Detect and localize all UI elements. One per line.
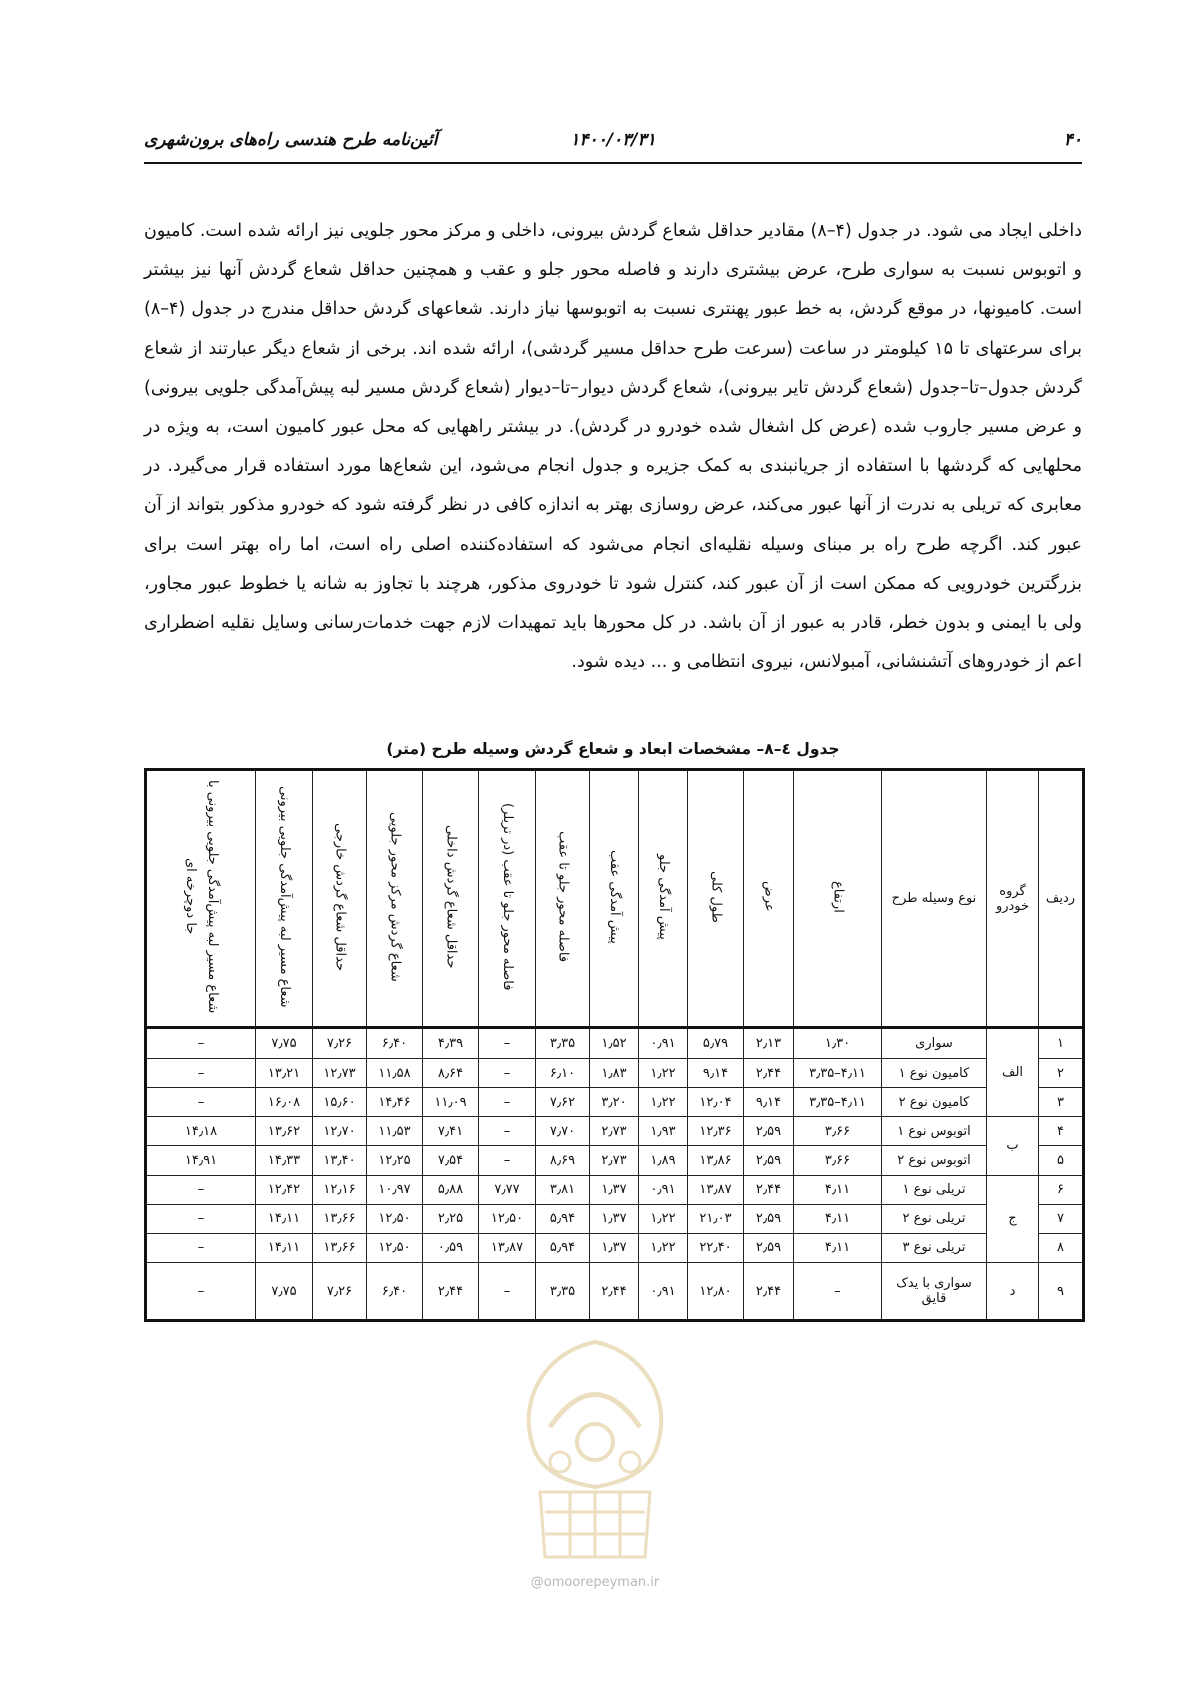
cell-value: ۶٫۱۰ bbox=[536, 1058, 590, 1087]
cell-value: ۱۴٫۱۱ bbox=[256, 1233, 313, 1262]
cell-value: ۷٫۲۶ bbox=[313, 1263, 367, 1321]
cell-index: ۵ bbox=[1039, 1146, 1084, 1175]
omoor-peyman-seal-icon bbox=[495, 1322, 695, 1562]
table-row bbox=[146, 1028, 1084, 1059]
table-row bbox=[146, 1146, 1084, 1175]
cell-value: ۲٫۴۴ bbox=[744, 1263, 794, 1321]
cell-value: ۱۲٫۸۰ bbox=[688, 1263, 744, 1321]
cell-value: ۱۳٫۴۰ bbox=[313, 1146, 367, 1175]
cell-value: ۲٫۵۹ bbox=[744, 1117, 794, 1146]
cell-value: ۷٫۵۴ bbox=[423, 1146, 479, 1175]
cell-value: ۴٫۱۱–۳٫۳۵ bbox=[794, 1058, 882, 1087]
cell-value: ۳٫۳۵ bbox=[536, 1028, 590, 1059]
vehicle-spec-table bbox=[144, 768, 1085, 1322]
cell-vehicle-type: تریلی نوع ۳ bbox=[882, 1233, 987, 1262]
table-row bbox=[146, 1263, 1084, 1321]
th-row: ردیف bbox=[1039, 770, 1084, 1028]
cell-value: – bbox=[146, 1263, 256, 1321]
th-height: ارتفاع bbox=[830, 880, 846, 913]
body-paragraph: داخلی ایجاد می شود. در جدول (۴–۸) مقادیر حداقل شعاع گردش بیرونی، داخلی و مرکز محور جلویی نیز ارائه شده است. کامیون و اتوبوس نسبت به سواری طرح، عرض بیشتری دارند و فاصله محور جلو و عقب و همچنین حداقل شعاع گردش آنها نیز بیشتر است. کامیونها، در موقع گردش، به خط عبور پهنتری نسبت به اتوبوسها نیاز دارند. شعاعهای گردش حداقل مندرج در جدول (۴–۸) برای سرعتهای تا ۱۵ کیلومتر در ساعت (سرعت طرح حداقل مسیر گردشی)، ارائه شده اند. برخی از شعاع دیگر عبارتند از شعاع گردش جدول–تا–جدول (شعاع گردش تایر بیرونی)، شعاع گردش دیوار–تا–دیوار (شعاع گردش مسیر لبه پیش‌آمدگی جلویی بیرونی) و عرض مسیر جاروب شده (عرض کل اشغال شده خودرو در گردش). در بیشتر راههایی که محل عبور کامیون است، به ویژه در محلهایی که گردشها با استفاده از جریانبندی به کمک جزیره و جدول انجام می‌شود، این شعاع‌ها مورد استفاده قرار می‌گیرد. در معابری که تریلی به ندرت از آنها عبور می‌کند، عرض روسازی بهتر به اندازه کافی در نظر گرفته شود که خودرو مذکور بتواند از آن عبور کند. اگرچه طرح راه بر مبنای وسیله نقلیه‌ای انجام می‌شود که استفاده‌کننده اصلی راه است، اما راه بهتر است برای بزرگترین خودرویی که ممکن است از آن عبور کند، کنترل شود تا خودروی مذکور، هرچند با تجاوز به شانه یا خطوط عبور مجاور، ولی با ایمنی و بدون خطر، قادر به عبور از آن باشد. در کل محورها باید تمهیدات لازم جهت خدمات‌رسانی وسایل نقلیه اضطراری اعم از خودروهای آتشنشانی، آمبولانس، نیروی انتظامی و ... دیده شود. bbox=[144, 221, 1082, 673]
cell-value: ۷٫۴۱ bbox=[423, 1117, 479, 1146]
cell-value: – bbox=[479, 1146, 536, 1175]
cell-value: ۱۱٫۰۹ bbox=[423, 1088, 479, 1117]
cell-value: ۱۲٫۵۰ bbox=[479, 1204, 536, 1233]
cell-value: ۱۲٫۷۰ bbox=[313, 1117, 367, 1146]
cell-value: ۳٫۳۵ bbox=[536, 1263, 590, 1321]
cell-value: ۴٫۳۹ bbox=[423, 1028, 479, 1059]
page-header bbox=[144, 128, 1082, 164]
cell-index: ۱ bbox=[1039, 1028, 1084, 1059]
cell-value: ۳٫۲۰ bbox=[590, 1088, 639, 1117]
cell-value: ۲۱٫۰۳ bbox=[688, 1204, 744, 1233]
cell-value: ۶٫۴۰ bbox=[367, 1028, 423, 1059]
cell-value: ۲٫۷۳ bbox=[590, 1117, 639, 1146]
cell-value: ۱۴٫۱۱ bbox=[256, 1204, 313, 1233]
table-row bbox=[146, 1204, 1084, 1233]
cell-value: – bbox=[479, 1028, 536, 1059]
cell-value: – bbox=[146, 1088, 256, 1117]
cell-value: ۷٫۲۶ bbox=[313, 1028, 367, 1059]
cell-group: د bbox=[987, 1263, 1039, 1321]
cell-value: ۲۲٫۴۰ bbox=[688, 1233, 744, 1262]
cell-value: ۲٫۴۴ bbox=[423, 1263, 479, 1321]
cell-value: – bbox=[479, 1263, 536, 1321]
cell-value: ۱٫۳۷ bbox=[590, 1204, 639, 1233]
cell-value: ۹٫۱۴ bbox=[744, 1088, 794, 1117]
cell-value: ۱٫۹۳ bbox=[639, 1117, 688, 1146]
cell-value: ۲٫۲۵ bbox=[423, 1204, 479, 1233]
cell-value: ۱٫۳۰ bbox=[794, 1028, 882, 1059]
cell-group: الف bbox=[987, 1028, 1039, 1117]
th-width: عرض bbox=[761, 881, 777, 912]
th-length: طول کلی bbox=[708, 870, 724, 923]
cell-value: ۱۲٫۴۲ bbox=[256, 1175, 313, 1204]
cell-vehicle-type: تریلی نوع ۱ bbox=[882, 1175, 987, 1204]
table-row bbox=[146, 1088, 1084, 1117]
cell-index: ۲ bbox=[1039, 1058, 1084, 1087]
cell-value: ۲٫۴۴ bbox=[744, 1058, 794, 1087]
cell-value: ۱۳٫۶۲ bbox=[256, 1117, 313, 1146]
cell-vehicle-type: کامیون نوع ۱ bbox=[882, 1058, 987, 1087]
th-group: گروه خودرو bbox=[987, 770, 1039, 1028]
th-trailer-wheelbase: فاصله محور جلو تا عقب (در تریلر) bbox=[500, 802, 515, 991]
cell-value: ۲٫۵۹ bbox=[744, 1146, 794, 1175]
table-row bbox=[146, 1175, 1084, 1204]
cell-value: ۷٫۶۲ bbox=[536, 1088, 590, 1117]
cell-value: ۱۴٫۴۶ bbox=[367, 1088, 423, 1117]
cell-value: ۱۴٫۳۳ bbox=[256, 1146, 313, 1175]
cell-value: ۵٫۷۹ bbox=[688, 1028, 744, 1059]
th-rear-overhang: پیش آمدگی عقب bbox=[607, 849, 622, 944]
th-min-outer-radius: حداقل شعاع گردش خارجی bbox=[332, 822, 348, 971]
cell-value: ۰٫۹۱ bbox=[639, 1028, 688, 1059]
cell-value: ۱۳٫۶۶ bbox=[313, 1204, 367, 1233]
cell-value: ۰٫۹۱ bbox=[639, 1175, 688, 1204]
cell-value: ۰٫۵۹ bbox=[423, 1233, 479, 1262]
cell-vehicle-type: اتوبوس نوع ۲ bbox=[882, 1146, 987, 1175]
cell-value: – bbox=[146, 1028, 256, 1059]
cell-value: ۱۲٫۰۴ bbox=[688, 1088, 744, 1117]
cell-value: ۱٫۲۲ bbox=[639, 1088, 688, 1117]
cell-value: ۱۰٫۹۷ bbox=[367, 1175, 423, 1204]
th-overhang-radius: شعاع مسیر لبه پیش‌آمدگی جلویی بیرونی bbox=[277, 785, 292, 1008]
cell-value: – bbox=[479, 1088, 536, 1117]
cell-value: ۰٫۹۱ bbox=[639, 1263, 688, 1321]
cell-value: ۱٫۲۲ bbox=[639, 1233, 688, 1262]
cell-group: ج bbox=[987, 1175, 1039, 1262]
cell-value: ۲٫۱۳ bbox=[744, 1028, 794, 1059]
header-date: ۱۴۰۰/۰۳/۳۱ bbox=[570, 130, 656, 150]
table-row bbox=[146, 1233, 1084, 1262]
cell-index: ۴ bbox=[1039, 1117, 1084, 1146]
cell-value: ۱٫۸۳ bbox=[590, 1058, 639, 1087]
th-wheelbase: فاصله محور جلو تا عقب bbox=[555, 830, 571, 963]
cell-value: ۳٫۶۶ bbox=[794, 1146, 882, 1175]
cell-value: – bbox=[794, 1263, 882, 1321]
cell-value: ۱۳٫۲۱ bbox=[256, 1058, 313, 1087]
cell-value: ۷٫۷۷ bbox=[479, 1175, 536, 1204]
th-front-overhang: پیش آمدگی جلو bbox=[656, 853, 671, 940]
cell-value: ۱۳٫۸۶ bbox=[688, 1146, 744, 1175]
cell-value: – bbox=[146, 1175, 256, 1204]
cell-value: ۱٫۳۷ bbox=[590, 1175, 639, 1204]
cell-value: ۲٫۵۹ bbox=[744, 1233, 794, 1262]
cell-index: ۹ bbox=[1039, 1263, 1084, 1321]
table-row bbox=[146, 1117, 1084, 1146]
cell-value: ۸٫۶۴ bbox=[423, 1058, 479, 1087]
cell-value: ۷٫۷۵ bbox=[256, 1263, 313, 1321]
cell-value: ۳٫۶۶ bbox=[794, 1117, 882, 1146]
cell-value: – bbox=[146, 1058, 256, 1087]
cell-value: ۶٫۴۰ bbox=[367, 1263, 423, 1321]
th-min-inner-radius: حداقل شعاع گردش داخلی bbox=[443, 824, 459, 969]
cell-index: ۳ bbox=[1039, 1088, 1084, 1117]
cell-value: ۲٫۷۳ bbox=[590, 1146, 639, 1175]
cell-value: ۹٫۱۴ bbox=[688, 1058, 744, 1087]
cell-value: ۱۱٫۵۳ bbox=[367, 1117, 423, 1146]
cell-vehicle-type: اتوبوس نوع ۱ bbox=[882, 1117, 987, 1146]
cell-value: ۱۳٫۸۷ bbox=[688, 1175, 744, 1204]
cell-value: ۲٫۵۹ bbox=[744, 1204, 794, 1233]
body-text bbox=[144, 212, 1082, 682]
cell-value: ۱۳٫۸۷ bbox=[479, 1233, 536, 1262]
cell-value: ۳٫۸۱ bbox=[536, 1175, 590, 1204]
th-type: نوع وسیله طرح bbox=[882, 770, 987, 1028]
page-number: ۴۰ bbox=[1063, 130, 1082, 150]
cell-value: ۷٫۷۰ bbox=[536, 1117, 590, 1146]
cell-value: ۱٫۳۷ bbox=[590, 1233, 639, 1262]
cell-value: – bbox=[146, 1233, 256, 1262]
cell-index: ۶ bbox=[1039, 1175, 1084, 1204]
cell-value: ۴٫۱۱–۳٫۳۵ bbox=[794, 1088, 882, 1117]
cell-value: ۷٫۷۵ bbox=[256, 1028, 313, 1059]
cell-index: ۷ bbox=[1039, 1204, 1084, 1233]
table-header-row bbox=[146, 770, 1084, 1028]
cell-value: ۱۲٫۳۶ bbox=[688, 1117, 744, 1146]
cell-value: ۸٫۶۹ bbox=[536, 1146, 590, 1175]
cell-value: ۴٫۱۱ bbox=[794, 1175, 882, 1204]
cell-vehicle-type: کامیون نوع ۲ bbox=[882, 1088, 987, 1117]
cell-value: – bbox=[146, 1204, 256, 1233]
cell-value: ۱۲٫۷۳ bbox=[313, 1058, 367, 1087]
th-overhang-radius-bike: شعاع مسیر لبه پیش‌آمدگی جلویی بیرونی با جا دوچرخه ای bbox=[183, 779, 220, 1014]
cell-vehicle-type: سواری bbox=[882, 1028, 987, 1059]
cell-value: ۱۳٫۶۶ bbox=[313, 1233, 367, 1262]
cell-value: ۱۵٫۶۰ bbox=[313, 1088, 367, 1117]
cell-vehicle-type: سواری با یدک قایق bbox=[882, 1263, 987, 1321]
cell-value: ۱٫۲۲ bbox=[639, 1204, 688, 1233]
cell-index: ۸ bbox=[1039, 1233, 1084, 1262]
table-caption: جدول ٤–٨– مشخصات ابعاد و شعاع گردش وسیله طرح (متر) bbox=[386, 740, 840, 758]
cell-value: ۱۱٫۵۸ bbox=[367, 1058, 423, 1087]
th-centerline-radius: شعاع گردش مرکز محور جلویی bbox=[387, 811, 403, 982]
cell-value: ۱۲٫۱۶ bbox=[313, 1175, 367, 1204]
cell-value: – bbox=[479, 1117, 536, 1146]
cell-value: – bbox=[479, 1058, 536, 1087]
cell-value: ۲٫۴۴ bbox=[744, 1175, 794, 1204]
cell-value: ۱٫۵۲ bbox=[590, 1028, 639, 1059]
cell-value: ۲٫۴۴ bbox=[590, 1263, 639, 1321]
watermark-url: @omoorepeyman.ir bbox=[530, 1575, 660, 1590]
cell-value: ۱۴٫۹۱ bbox=[146, 1146, 256, 1175]
cell-value: ۱۲٫۵۰ bbox=[367, 1204, 423, 1233]
cell-value: ۵٫۹۴ bbox=[536, 1233, 590, 1262]
cell-group: ب bbox=[987, 1117, 1039, 1175]
cell-value: ۱٫۸۹ bbox=[639, 1146, 688, 1175]
cell-value: ۴٫۱۱ bbox=[794, 1233, 882, 1262]
table-row bbox=[146, 1058, 1084, 1087]
cell-value: ۱۲٫۲۵ bbox=[367, 1146, 423, 1175]
cell-value: ۱٫۲۲ bbox=[639, 1058, 688, 1087]
cell-vehicle-type: تریلی نوع ۲ bbox=[882, 1204, 987, 1233]
cell-value: ۱۴٫۱۸ bbox=[146, 1117, 256, 1146]
cell-value: ۱۲٫۵۰ bbox=[367, 1233, 423, 1262]
cell-value: ۴٫۱۱ bbox=[794, 1204, 882, 1233]
cell-value: ۵٫۹۴ bbox=[536, 1204, 590, 1233]
header-title: آئین‌نامه طرح هندسی راه‌های برون‌شهری bbox=[144, 130, 438, 150]
cell-value: ۱۶٫۰۸ bbox=[256, 1088, 313, 1117]
cell-value: ۵٫۸۸ bbox=[423, 1175, 479, 1204]
